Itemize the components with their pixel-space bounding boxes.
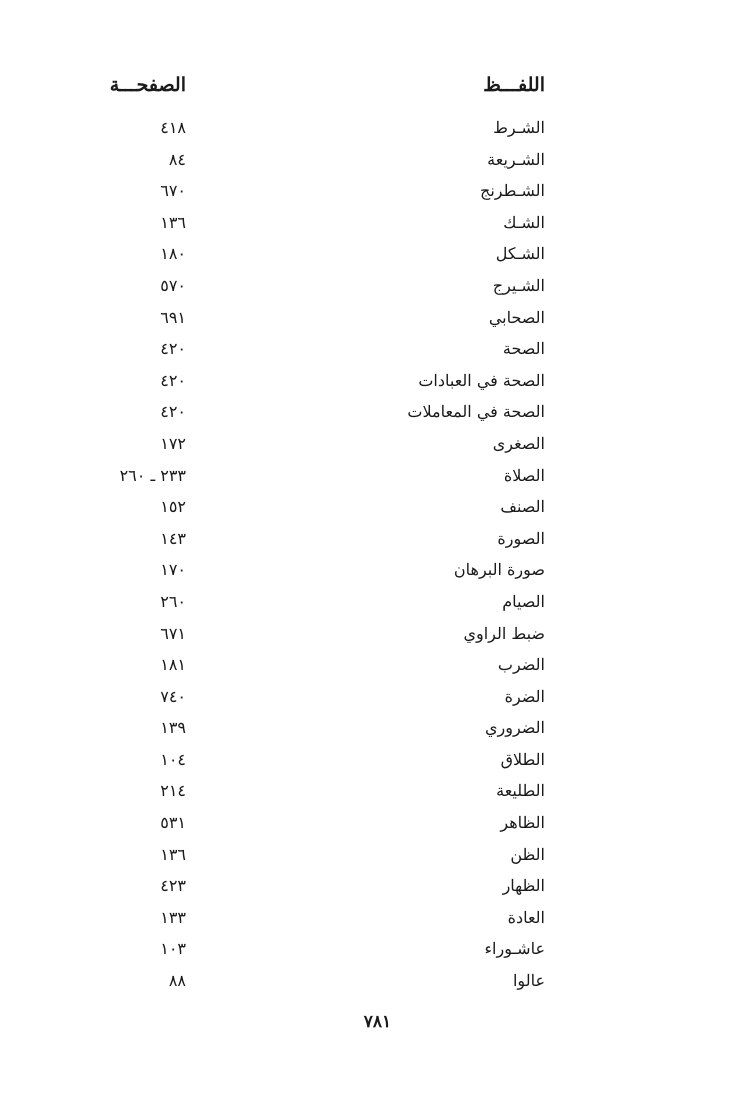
index-list xyxy=(0,112,755,997)
index-entry xyxy=(0,902,755,934)
index-entry xyxy=(0,207,755,239)
entry-term: الصحة xyxy=(502,339,545,359)
entry-term: الصلاة xyxy=(503,465,545,485)
entry-page: ٨٨ xyxy=(168,971,186,991)
entry-term: العادة xyxy=(507,907,545,927)
entry-term: عالوا xyxy=(512,971,545,991)
entry-term: الطلاق xyxy=(500,749,545,769)
index-entry xyxy=(0,681,755,713)
page-number: ٧٨١ xyxy=(363,1012,392,1032)
entry-page: ١٣٦ xyxy=(160,212,186,232)
entry-term: الشـريعة xyxy=(487,149,545,169)
entry-page: ١٨١ xyxy=(160,655,186,675)
entry-term: الصغرى xyxy=(492,433,545,453)
index-entry xyxy=(0,744,755,776)
entry-term: الطليعة xyxy=(496,781,545,801)
index-entry xyxy=(0,586,755,618)
index-entry xyxy=(0,112,755,144)
entry-term: الشـرط xyxy=(493,118,545,137)
term-column-header: اللفـــظ xyxy=(483,74,545,96)
index-entry xyxy=(0,965,755,997)
entry-page: ٤٢٠ xyxy=(160,402,186,422)
entry-term: الظن xyxy=(510,844,545,864)
index-entry xyxy=(0,807,755,839)
entry-page: ١٣٣ xyxy=(160,907,186,927)
page-column-header: الصفحـــة xyxy=(109,74,186,96)
index-entry xyxy=(0,523,755,555)
entry-page: ٧٤٠ xyxy=(160,686,186,706)
entry-page: ١٣٩ xyxy=(160,718,186,738)
entry-page: ٦٩١ xyxy=(160,307,186,327)
entry-page: ١٠٣ xyxy=(160,939,186,959)
entry-term: الضروري xyxy=(485,718,545,738)
index-entry xyxy=(0,933,755,965)
entry-page: ٤٢٠ xyxy=(160,370,186,390)
entry-page: ١٣٦ xyxy=(160,844,186,864)
index-entry xyxy=(0,238,755,270)
index-entry xyxy=(0,144,755,176)
index-entry xyxy=(0,870,755,902)
entry-term: الظهار xyxy=(502,876,545,896)
index-entry xyxy=(0,396,755,428)
index-entry xyxy=(0,460,755,492)
entry-page: ٤٢٠ xyxy=(160,339,186,359)
index-entry xyxy=(0,491,755,523)
index-entry xyxy=(0,302,755,334)
index-entry xyxy=(0,365,755,397)
entry-page: ١٧٢ xyxy=(160,433,186,453)
entry-page: ٢٦٠ xyxy=(160,591,186,611)
index-entry xyxy=(0,775,755,807)
entry-page: ١٠٤ xyxy=(160,749,186,769)
entry-term: الصورة xyxy=(497,528,545,548)
entry-term: الصيام xyxy=(502,591,545,611)
entry-page: ٢٣٣ ـ ٢٦٠ xyxy=(119,465,186,485)
entry-term: الضرة xyxy=(504,686,545,706)
index-entry xyxy=(0,270,755,302)
index-entry xyxy=(0,554,755,586)
index-entry xyxy=(0,618,755,650)
entry-term: عاشـوراء xyxy=(484,939,545,959)
entry-page: ٥٧٠ xyxy=(160,275,186,295)
entry-term: الشـيرج xyxy=(492,275,545,295)
entry-term: الظاهر xyxy=(500,813,545,833)
entry-page: ٦٧١ xyxy=(160,623,186,643)
index-entry xyxy=(0,333,755,365)
entry-page: ٢١٤ xyxy=(160,781,186,801)
entry-term: الشـطرنج xyxy=(479,181,545,201)
index-entry xyxy=(0,712,755,744)
entry-term: ضبط الراوي xyxy=(463,623,545,643)
entry-page: ١٨٠ xyxy=(160,244,186,264)
entry-term: الشـكل xyxy=(495,244,545,264)
entry-page: ٨٤ xyxy=(168,149,186,169)
entry-page: ١٤٣ xyxy=(160,528,186,548)
index-entry xyxy=(0,649,755,681)
index-entry xyxy=(0,428,755,460)
entry-page: ٤١٨ xyxy=(160,118,186,137)
entry-page: ٦٧٠ xyxy=(160,181,186,201)
index-entry xyxy=(0,175,755,207)
entry-term: الصحة في العبادات xyxy=(418,370,545,390)
entry-term: صورة البرهان xyxy=(453,560,545,580)
entry-page: ١٥٢ xyxy=(160,497,186,517)
entry-term: الشـك xyxy=(503,212,545,232)
entry-page: ٥٣١ xyxy=(160,813,186,833)
entry-page: ٤٢٣ xyxy=(160,876,186,896)
entry-page: ١٧٠ xyxy=(160,560,186,580)
entry-term: الصحابي xyxy=(488,307,545,327)
entry-term: الضرب xyxy=(497,655,545,675)
entry-term: الصنف xyxy=(500,497,545,517)
index-entry xyxy=(0,839,755,871)
entry-term: الصحة في المعاملات xyxy=(407,402,545,422)
